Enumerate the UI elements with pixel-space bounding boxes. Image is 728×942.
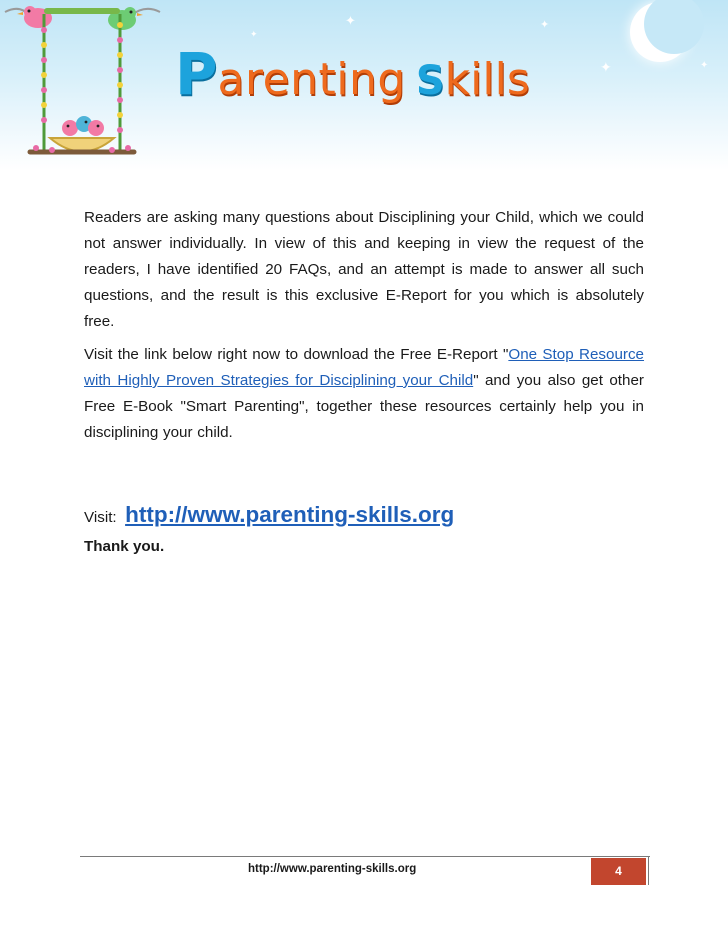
intro-paragraph: Readers are asking many questions about Disciplining your Child, which we could not answer individually. In view of this and keeping in view the request of the readers, I have identified 20 FAQs, and an attempt is made to answer all such questions, and the result is this exclusive E-Report for you which is absolutely free. — [84, 209, 644, 330]
star-icon: ✦ — [700, 60, 709, 71]
download-text-after: " and you also get other Free E-Book "Smart Parenting", together these resources certainly help you in disciplining your child. — [84, 372, 644, 441]
footer-divider — [80, 856, 650, 857]
logo-word-kills: kills — [444, 54, 530, 105]
logo-word-arenting: arenting — [217, 54, 406, 105]
page-number-badge: 4 — [591, 858, 646, 885]
download-paragraph — [84, 342, 644, 446]
download-text-before: Visit the link below right now to download the Free E-Report " — [84, 346, 509, 363]
bird-swing-illustration — [0, 0, 165, 170]
visit-row — [84, 502, 644, 536]
footer-url: http://www.parenting-skills.org — [248, 863, 417, 875]
ereport-link[interactable]: One Stop Resource with Highly Proven Strategies for Disciplining your Child — [84, 346, 645, 389]
star-icon: ✦ — [600, 60, 612, 76]
visit-label: Visit: — [84, 509, 117, 526]
baby-birds-icon — [62, 116, 104, 136]
logo-letter-p: P — [175, 40, 218, 108]
thank-you-text: Thank you. — [84, 538, 165, 555]
star-icon: ✦ — [250, 30, 258, 40]
star-icon: ✦ — [345, 14, 356, 29]
site-logo — [175, 40, 530, 110]
website-link[interactable]: http://www.parenting-skills.org — [125, 502, 455, 527]
page-content — [84, 205, 644, 555]
star-icon: ✦ — [540, 18, 550, 31]
logo-letter-s: S — [415, 58, 445, 104]
page-header — [0, 0, 728, 170]
